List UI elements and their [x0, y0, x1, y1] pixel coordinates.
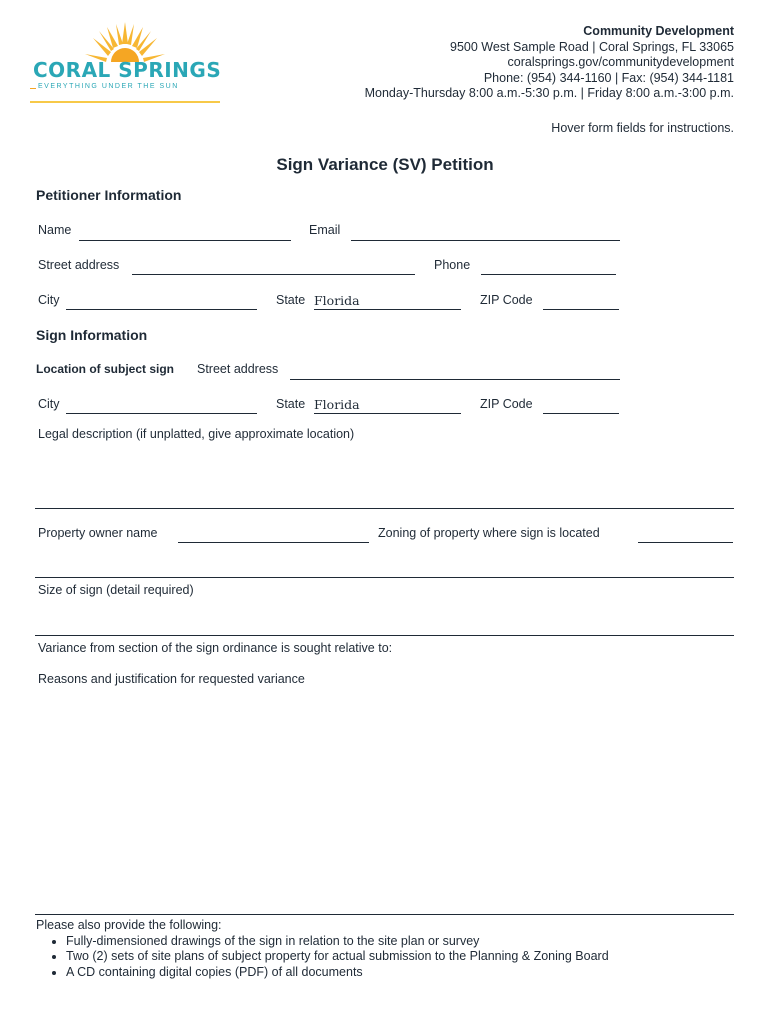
sign-size-label: Size of sign (detail required) — [38, 583, 194, 597]
coral-springs-logo — [30, 22, 220, 102]
petitioner-street-field[interactable] — [132, 258, 415, 275]
logo-tagline: EVERYTHING UNDER THE SUN — [38, 83, 179, 90]
department-website[interactable]: coralsprings.gov/communitydevelopment — [507, 55, 734, 70]
petitioner-phone-field[interactable] — [481, 258, 616, 275]
required-documents-intro: Please also provide the following: — [36, 918, 222, 932]
petitioner-name-label: Name — [38, 223, 72, 237]
petitioner-city-label: City — [38, 293, 60, 307]
department-hours: Monday-Thursday 8:00 a.m.-5:30 p.m. | Friday 8:00 a.m.-3:00 p.m. — [364, 86, 734, 101]
owner-zoning-rule — [35, 577, 734, 578]
property-owner-field[interactable] — [178, 526, 369, 543]
petitioner-state-field[interactable]: Florida — [314, 293, 461, 310]
department-address: 9500 West Sample Road | Coral Springs, FL 33065 — [450, 39, 734, 54]
petitioner-section-heading: Petitioner Information — [36, 187, 182, 203]
zoning-field[interactable] — [638, 526, 733, 543]
petitioner-phone-label: Phone — [434, 258, 471, 272]
sign-size-rule — [35, 635, 734, 636]
sign-street-label: Street address — [197, 362, 279, 376]
department-contact-info — [365, 24, 734, 102]
petitioner-city-field[interactable] — [66, 293, 257, 310]
sign-state-field[interactable]: Florida — [314, 397, 461, 414]
required-documents-list — [36, 918, 609, 980]
property-owner-label: Property owner name — [38, 526, 158, 540]
sign-city-label: City — [38, 397, 60, 411]
sign-zip-field[interactable] — [543, 397, 619, 414]
form-title: Sign Variance (SV) Petition — [276, 155, 494, 174]
sun-icon — [85, 22, 165, 62]
department-name: Community Development — [583, 24, 734, 38]
sign-zip-label: ZIP Code — [480, 397, 533, 411]
sign-city-field[interactable] — [66, 397, 257, 414]
department-phone-fax: Phone: (954) 344-1160 | Fax: (954) 344-1181 — [483, 70, 734, 85]
sign-location-label: Location of subject sign — [36, 362, 175, 376]
sign-street-field[interactable] — [290, 363, 620, 380]
sign-state-label: State — [276, 397, 306, 411]
list-item: • A CD containing digital copies (PDF) of all documents — [66, 965, 609, 981]
logo-underline-bottom — [30, 101, 220, 103]
petitioner-email-field[interactable] — [351, 224, 620, 241]
owner-zoning-extra-field[interactable] — [36, 546, 733, 576]
list-item: • Two (2) sets of site plans of subject property for actual submission to the Planning & Zoning Board — [66, 949, 609, 965]
sign-section-heading: Sign Information — [36, 327, 148, 343]
legal-description-label: Legal description (if unplatted, give approximate location) — [38, 427, 355, 441]
zoning-label: Zoning of property where sign is located — [378, 526, 600, 540]
legal-description-rule — [35, 508, 734, 509]
sign-size-field[interactable] — [36, 600, 733, 634]
petitioner-street-label: Street address — [38, 258, 120, 272]
reasons-rule — [35, 914, 734, 915]
petitioner-zip-field[interactable] — [543, 293, 619, 310]
reasons-field[interactable] — [36, 690, 733, 912]
variance-section-label: Variance from section of the sign ordinance is sought relative to: — [38, 641, 393, 655]
reasons-label: Reasons and justification for requested variance — [38, 672, 305, 686]
list-item: • Fully-dimensioned drawings of the sign in relation to the site plan or survey — [66, 934, 609, 950]
petitioner-email-label: Email — [309, 223, 341, 237]
petitioner-zip-label: ZIP Code — [480, 293, 533, 307]
logo-underline-left — [30, 88, 36, 89]
logo-wordmark: CORAL SPRINGS — [33, 58, 222, 82]
hover-instructions-note: Hover form fields for instructions. — [551, 121, 734, 135]
legal-description-field[interactable] — [36, 444, 733, 508]
petitioner-name-field[interactable] — [79, 224, 291, 241]
petitioner-state-label: State — [276, 293, 306, 307]
